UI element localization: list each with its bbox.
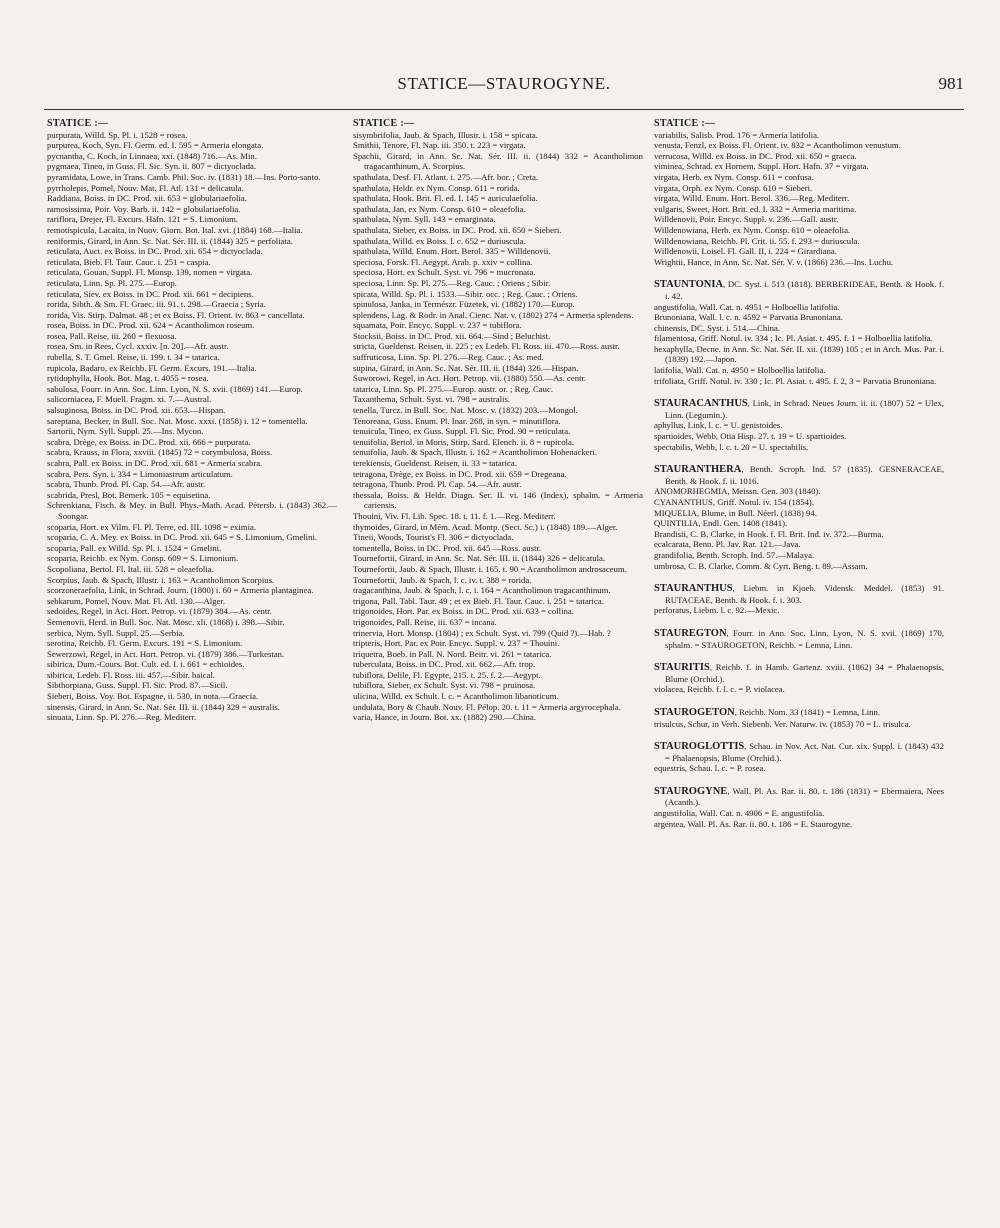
index-entry: scoparia, C. A. Mey. ex Boiss. in DC. Prod. xii. 645 = S. Limonium, Gmelini. (47, 532, 318, 543)
genus-name: STAURANTHUS (654, 583, 733, 595)
index-entry: stricta, Gueldenst. Reisen, ii. 225 ; ex Ledeb. Fl. Ross. iii. 470.—Ross. austr. (353, 341, 620, 352)
index-entry: reticulata, Gouan, Suppl. Fl. Monsp. 139, nomen = virgata. (47, 267, 253, 278)
index-entry: Spachii, Girard, in Ann. Sc. Nat. Sér. III. ii. (1844) 332 = Acantholimon tragacanthinum, A. Scorpius. (353, 150, 643, 172)
index-entry: rorida, Vis. Stirp. Dalmat. 48 ; et ex Boiss. Fl. Orient. iv. 863 = cancellata. (47, 309, 305, 320)
index-entry: Scopoliana, Bertol. Fl. Ital. iii. 528 = oleaefolia. (47, 563, 214, 574)
index-entry: perforatus, Liebm. l. c. 92.—Mexic. (654, 605, 780, 616)
index-entry: Stocksii, Boiss. in DC. Prod. xii. 664.—Sind ; Beluchist. (353, 330, 551, 341)
index-entry: pycnantha, C. Koch, in Linnaea, xxi. (1848) 716.—As. Min. (47, 150, 257, 161)
index-entry: tripteris, Hort. Par. ex Poir. Encyc. Suppl. v. 237 = Thouini. (353, 638, 560, 649)
genus-name: STAUROGYNE (654, 785, 728, 797)
index-entry: verrucosa, Willd. ex Boiss. in DC. Prod. xii. 650 = graeca. (654, 150, 857, 161)
index-entry: angustifolia, Wall. Cat. n. 4951 = Holboellia latifolia. (654, 301, 840, 312)
index-entry: rosea, Boiss. in DC. Prod. xii. 624 = Acantholimon roseum. (47, 320, 255, 331)
index-entry: pygmaea, Tineo, in Guss. Fl. Sic. Syn. ii. 807 = dictyoclada. (47, 161, 257, 172)
genus-block (654, 398, 944, 452)
genus-citation: , Schau. in Nov. Act. Nat. Cur. xix. Suppl. i. (1843) 432 = Phalaenopsis, Blume (Orchid.). (665, 741, 944, 763)
index-entry: chinensis, DC. Syst. i. 514.—China. (654, 322, 780, 333)
index-entry: Sieberi, Boiss. Voy. Bot. Espagne, ii. 530, in nota.—Graecia. (47, 691, 259, 702)
index-entry: suffruticosa, Linn. Sp. Pl. 276.—Reg. Cauc. ; As. med. (353, 352, 544, 363)
index-entry: venusta, Fenzl, ex Boiss. Fl. Orient. iv. 832 = Acantholimon venustum. (654, 140, 901, 151)
index-entry: supina, Girard, in Ann. Sc. Nat. Sér. III. ii. (1844) 326.—Hispan. (353, 362, 579, 373)
index-entry: Smithii, Tenore, Fl. Nap. iii. 350. t. 223 = virgata. (353, 140, 526, 151)
index-entry: purpurea, Koch, Syn. Fl. Germ. ed. I. 595 = Armeria elongata. (47, 140, 264, 151)
index-entry: reticulata, Auct. ex Boiss. in DC. Prod. xii. 654 = dictyoclada. (47, 246, 263, 257)
index-entry: trisulcus, Schur, in Verh. Siebenb. Ver. Naturw. iv. (1853) 70 = L. trisulca. (654, 718, 911, 729)
index-entry: Willdenovii, Poir. Encyc. Suppl. v. 236.—Gall. austr. (654, 214, 839, 225)
index-entry: thessala, Boiss. & Heldr. Diagn. Ser. II. vi. 146 (Index), sphalm. = Armeria cariensis. (353, 489, 643, 511)
genus-name: STAUROGLOTTIS (654, 741, 745, 753)
page-header (44, 74, 964, 98)
index-entry: CYANANTHUS, Griff. Notul. iv. 154 (1854). (654, 497, 814, 507)
index-entry: spathulata, Heldr. ex Nym. Consp. 611 = rorida. (353, 182, 520, 193)
index-entry: ecalcarata, Benn. Pl. Jav. Rar. 121.—Java. (654, 539, 801, 550)
genus-block (654, 628, 944, 650)
index-entry: spathulata, Jan, ex Nym. Consp. 610 = oleaefolia. (353, 203, 526, 214)
index-entry: purpurata, Willd. Sp. Pl. i. 1528 = rosea. (47, 129, 188, 140)
index-entry: sinuata, Linn. Sp. Pl. 276.—Reg. Mediterr. (47, 712, 197, 723)
index-entry: Willdenowiana, Herb. ex Nym. Consp. 610 = oleaefolia. (654, 224, 851, 235)
index-entry: varia, Hance, in Journ. Bot. xx. (1882) 290.—China. (353, 712, 536, 723)
index-entry: filamentosa, Griff. Notul. iv. 334 ; Ic. Pl. Asiat. t. 495. f. 1 = Holboellia latifolia. (654, 333, 933, 344)
index-entry: rytidophylla, Hook. Bot. Mag. t. 4055 = rosea. (47, 373, 209, 384)
genus-heading (654, 583, 944, 605)
index-entry: hexaphylla, Decne. in Ann. Sc. Nat. Sér. II. xii. (1839) 105 ; et in Arch. Mus. Par. i. (1839) 192.—Japon. (654, 343, 944, 365)
index-entry: sinensis, Girard, in Ann. Sc. Nat. Sér. III. ii. (1844) 329 = australis. (47, 701, 280, 712)
index-entry: Taxanthema, Schult. Syst. vi. 798 = australis. (353, 394, 511, 405)
index-entry: Tineii, Woods, Tourist's Fl. 306 = dictyoclada. (353, 532, 514, 543)
index-entry: tenuicula, Tineo, ex Guss. Suppl. Fl. Sic. Prod. 90 = reticulata. (353, 426, 571, 437)
page-number: 981 (938, 74, 964, 93)
index-entry: spinulosa, Janka, in Természr. Füzetek, vi. (1882) 170.—Europ. (353, 299, 575, 310)
index-entry: ulicina, Willd. ex Schult. l. c. = Acantholimon libanoticum. (353, 691, 559, 702)
index-entry: scabrida, Presl, Bot. Bemerk. 105 = equisetina. (47, 489, 211, 500)
index-entry: grandifolia, Benth. Scroph. Ind. 57.—Malaya. (654, 549, 815, 560)
index-entry: rubella, S. T. Gmel. Reise, ii. 199. t. 34 = tatarica. (47, 352, 220, 363)
index-entry: reniformis, Girard, in Ann. Sc. Nat. Sér. III. ii. (1844) 325 = perfoliata. (47, 235, 293, 246)
index-entry: trinervia, Hort. Monsp. (1804) ; ex Schult. Syst. vi. 799 (Quid ?).—Hab. ? (353, 627, 611, 638)
index-entry: tatarica, Linn. Sp. Pl. 275.—Europ. austr. or. ; Reg. Cauc. (353, 383, 554, 394)
genus-name: STAURANTHERA (654, 464, 742, 476)
index-entry: trigonoides, Pall. Reise, iii. 637 = incana. (353, 616, 497, 627)
index-entry: scoparia, Pall. ex Willd. Sp. Pl. i. 1524 = Gmelini. (47, 542, 222, 553)
index-entry: trifoliata, Griff. Notul. iv. 330 ; Ic. Pl. Asiat. t. 495. f. 2, 3 = Parvatia Brunoniana. (654, 375, 937, 386)
index-entry: Scorpius, Jaub. & Spach, Illustr. i. 163 = Acantholimon Scorpius. (47, 574, 275, 585)
index-entry: trigonoides, Hort. Par. ex Boiss. in DC. Prod. xii. 633 = collina. (353, 606, 574, 617)
genus-citation: , Reichb. f. in Hamb. Gartenz. xviii. (1862) 34 = Phalaenopsis, Blume (Orchid.). (665, 662, 944, 684)
entry-list (353, 130, 643, 723)
index-entry: Tournefortii, Jaub. & Spach, Illustr. i. 165. t. 90 = Acantholimon androsaceum. (353, 563, 627, 574)
index-entry: tenuifolia, Bertol. in Moris, Stirp. Sard. Elench. ii. 8 = rupicola. (353, 436, 575, 447)
index-entry: Tournefortii, Girard, in Ann. Sc. Nat. Sér. III. ii. (1844) 326 = delicatula. (353, 553, 606, 564)
genus-heading (654, 628, 944, 650)
genus-block (654, 662, 944, 695)
index-entry: Sibthorpiana, Guss. Suppl. Fl. Sic. Prod. 87.—Sicil. (47, 680, 228, 691)
index-entry: triquetra, Boeb. in Pall. N. Nord. Beitr. vi. 261 = tatarica. (353, 648, 552, 659)
index-entry: remotispicula, Lacaita, in Nuov. Giorn. Bot. Ital. xvi. (1884) 168.—Italia. (47, 224, 303, 235)
index-entry: tubiflora, Delile, Fl. Egypte, 215. t. 25. f. 2.—Aegypt. (353, 669, 541, 680)
index-entry: spathulata, Sieber, ex Boiss. in DC. Prod. xii. 650 = Sieberi. (353, 224, 562, 235)
column-heading: STATICE :— (47, 119, 109, 129)
index-entry: scabra, Thunb. Prod. Pl. Cap. 54.—Afr. austr. (47, 479, 206, 490)
index-entry: variabilis, Salisb. Prod. 176 = Armeria latifolia. (654, 129, 820, 140)
running-title: STATICE—STAUROGYNE. (397, 74, 611, 93)
index-entry: Tenoreana, Guss. Enum. Pl. Inar. 268, in syn. = minutiflora. (353, 415, 561, 426)
index-entry: Semenovii, Herd. in Bull. Soc. Nat. Mosc. xli. (1868) i. 398.—Sibir. (47, 616, 285, 627)
column-heading: STATICE :— (654, 119, 716, 129)
genus-citation: , Wall. Pl. As. Rar. ii. 80. t. 186 (1831) = Ebermaiera, Nees (Acanth.). (665, 785, 944, 808)
index-entry: sedoides, Regel, in Act. Hort. Petrop. vi. (1879) 384.—As. centr. (47, 606, 272, 617)
genus-block (654, 741, 944, 774)
index-entry: Raddiana, Boiss. in DC. Prod. xii. 653 = globulariaefolia. (47, 193, 247, 204)
index-entry: violacea, Reichb. f. l. c. = P. violacea. (654, 684, 785, 695)
index-entry: sisymbrifolia, Jaub. & Spach, Illustr. i. 158 = spicata. (353, 129, 538, 140)
index-entry: Wrightii, Hance, in Ann. Sc. Nat. Sér. V. v. (1866) 236.—Ins. Luchu. (654, 256, 894, 267)
index-entry: scoparia, Reichb. ex Nym. Consp. 609 = S. Limonium. (47, 553, 239, 564)
index-entry: scoparia, Hort. ex Vilm. Fl. Pl. Terre, ed. III. 1098 = eximia. (47, 521, 257, 532)
index-entry: rariflora, Drejer, Fl. Excurs. Hafn. 121 = S. Limonium. (47, 214, 239, 225)
index-entry: serotina, Reichb. Fl. Germ. Excurs. 191 = S. Limonium. (47, 638, 243, 649)
index-entry: terekiensis, Gueldenst. Reisen, ii. 33 = tatarica. (353, 458, 517, 468)
index-entry: spathulata, Desf. Fl. Atlant. i. 275.—Afr. bor. ; Creta. (353, 171, 539, 182)
entry-list (47, 130, 337, 723)
index-entry: Willdenowii, Loisel. Fl. Gall. II, i. 224 = Girardiana. (654, 246, 837, 257)
index-entry: angustifolia, Wall. Cat. n. 4906 = E. angustifolia. (654, 808, 825, 819)
genus-name: STAURITIS (654, 662, 710, 674)
genus-block (654, 464, 944, 571)
genus-name: STAUREGTON (654, 627, 727, 639)
index-entry: speciosa, Forsk. Fl. Aegypt. Arab. p. xxiv = collina. (353, 256, 533, 267)
index-entry: sabulosa, Fourr. in Ann. Soc. Linn. Lyon, N. S. xvii. (1869) 141.—Europ. (47, 383, 303, 394)
column-2 (353, 119, 643, 1169)
index-entry: pyramidata, Lowe, in Trans. Camb. Phil. Soc. iv. (1831) 18.—Ins. Porto-santo. (47, 171, 321, 182)
index-entry: spathulata, Hook. Brit. Fl. ed. I. 145 = auriculaefolia. (353, 193, 538, 204)
index-entry: spectabilis, Webb, l. c. t. 20 = U. spectabilis. (654, 441, 809, 452)
entry-list (654, 130, 944, 268)
genus-heading (654, 279, 944, 301)
index-entry: spathulata, Willd. ex Boiss. l. c. 652 = duriuscula. (353, 235, 526, 246)
index-entry: scabra, Pall. ex Boiss. in DC. Prod. xii. 681 = Armeria scabra. (47, 458, 263, 468)
index-entry: Schrenkiana, Fisch. & Mey. in Bull. Phys.-Math. Acad. Pétersb. i. (1843) 362.—Soongar. (47, 500, 337, 521)
genus-citation: , Fourr. in Ann. Soc. Linn. Lyon, N. S. xvii. (1869) 170, sphalm. = STAUROGETON, Reichb. = Lemna, Linn. (665, 627, 944, 650)
index-entry: sareptana, Becker, in Bull. Soc. Nat. Mosc. xxxi. (1858) i. 12 = tomentella. (47, 415, 308, 426)
index-entry: Tournefortii, Jaub. & Spach, l. c. iv. t. 388 = rorida. (353, 574, 532, 585)
column-1 (47, 119, 337, 1169)
index-entry: pyrrholepis, Pomel, Nouv. Mat. Fl. Atl. 131 = delicatula. (47, 182, 244, 193)
header-rule (44, 109, 964, 110)
index-entry: tetragona, Drège, ex Boiss. in DC. Prod. xii. 659 = Dregeana. (353, 468, 567, 479)
index-entry: reticulata, Siev. ex Boiss. in DC. Prod. xii. 661 = decipiens. (47, 288, 254, 299)
genus-heading (654, 741, 944, 763)
index-entry: sibirica, Dum.-Cours. Bot. Cult. ed. I. i. 661 = echioides. (47, 659, 245, 670)
genus-citation: , Benth. Scroph. Ind. 57 (1835). GESNERACEAE, Benth. & Hook. f. ii. 1016. (665, 464, 944, 486)
index-entry: undulata, Bory & Chaub. Nouv. Fl. Pélop. 20. t. 11 = Armeria argyrocephala. (353, 701, 621, 712)
index-entry: Brunoniana, Wall. l. c. n. 4592 = Parvatia Brunoniana. (654, 312, 843, 323)
index-entry: Willdenowiana, Reichb. Pl. Crit. ii. 55. f. 293 = duriuscula. (654, 235, 860, 246)
index-entry: viminea, Schrad. ex Hornem. Suppl. Hort. Hafn. 37 = virgata. (654, 161, 869, 172)
index-entry: salicorniacea, F. Muell. Fragm. xi. 7.—Austral. (47, 394, 212, 405)
index-entry: Sartorii, Nym. Syll. Suppl. 25.—Ins. Mycon. (47, 426, 204, 437)
index-entry: speciosa, Hort. ex Schult. Syst. vi. 796 = mucronata. (353, 267, 536, 278)
column-3 (654, 119, 944, 1169)
index-entry: reticulata, Bieb. Fl. Taur. Cauc. i. 251 = caspia. (47, 256, 211, 267)
index-entry: ANOMORHEGMIA, Meissn. Gen. 303 (1840). (654, 486, 821, 497)
index-entry: salsuginosa, Boiss. in DC. Prod. xii. 653.—Hispan. (47, 405, 226, 416)
index-entry: tomentella, Boiss. in DC. Prod. xii. 645 —Ross. austr. (353, 542, 541, 553)
index-entry: scabra, Krauss, in Flora, xxviii. (1845) 72 = corymbulosa, Boiss. (47, 447, 273, 458)
index-entry: aphyllus, Link, l. c. = U. genistoides. (654, 420, 783, 431)
index-entry: trigona, Pall. Tabl. Taur. 49 ; et ex Bieb. Fl. Taur. Cauc. i. 251 = tatarica. (353, 595, 604, 606)
genus-list (654, 279, 944, 829)
index-entry: sibirica, Ledeb. Fl. Ross. iii. 457.—Sibir. baical. (47, 669, 215, 680)
index-entry: spathulata, Nym. Syll. 143 = emarginata. (353, 214, 496, 225)
index-entry: rosea, Sm. in Rees, Cycl. xxxiv. [n. 20].—Afr. austr. (47, 341, 229, 352)
index-entry: Sewerzowi, Regel, in Act. Hort. Petrop. vi. (1879) 386.—Turkestan. (47, 648, 285, 659)
genus-citation: , Liebm. in Kjoeb. Vidensk. Meddel. (1853) 91. RUTACEAE, Benth. & Hook. f. i. 303. (665, 583, 944, 605)
genus-block (654, 707, 944, 729)
genus-citation: , Reichb. Nom. 33 (1841) = Lemna, Linn. (734, 706, 881, 717)
index-entry: virgata, Orph. ex Nym. Consp. 610 = Sieberi. (654, 182, 813, 193)
index-entry: virgata, Herb. ex Nym. Consp. 611 = confusa. (654, 171, 814, 182)
index-entry: rupicola, Badaro, ex Reichb. Fl. Germ. Excurs. 191.—Italia. (47, 362, 257, 373)
index-entry: scabra, Drège, ex Boiss. in DC. Prod. xii. 666 = purpurata. (47, 436, 251, 447)
genus-name: STAURACANTHUS (654, 398, 748, 410)
index-entry: serbica, Nym. Syll. Suppl. 25.—Serbia. (47, 627, 185, 638)
genus-citation: , DC. Syst. i. 513 (1818). BERBERIDEAE, Benth. & Hook. f. i. 42. (665, 279, 944, 301)
genus-heading (654, 786, 944, 808)
index-entry: spartioides, Webb, Otia Hisp. 27. t. 19 = U. spartioides. (654, 431, 847, 442)
index-entry: tenuifolia, Jaub. & Spach, Illustr. i. 162 = Acantholimon Hohenackeri. (353, 447, 597, 458)
genus-block (654, 279, 944, 386)
index-entry: tetragona, Thunb. Prod. Pl. Cap. 54.—Afr. austr. (353, 479, 522, 490)
index-entry: scorzoneraefolia, Link, in Schrad. Journ. (1800) i. 60 = Armeria plantaginea. (47, 585, 314, 596)
index-entry: rorida, Sibth. & Sm. Fl. Graec. iii. 91. t. 298.—Graecia ; Syria. (47, 299, 266, 310)
index-entry: Thouini, Viv. Fl. Lib. Spec. 18. t. 11. f. 1.—Reg. Mediterr. (353, 510, 556, 521)
genus-block (654, 583, 944, 616)
index-entry: Suworowi, Regel, in Act. Hort. Petrop. vii. (1880) 550.—As. centr. (353, 373, 587, 384)
index-entry: umbrosa, C. B. Clarke, Comm. & Cyrt. Beng. t. 89.—Assam. (654, 560, 868, 571)
index-entry: tuberculata, Boiss. in DC. Prod. xii. 662.—Afr. trop. (353, 659, 536, 670)
index-entry: tragacanthina, Jaub. & Spach, l. c. i. 164 = Acantholimon tragacanthinum. (353, 585, 611, 596)
column-heading: STATICE :— (353, 119, 415, 129)
index-entry: splendens, Lag. & Rodr. in Anal. Cienc. Nat. v. (1802) 274 = Armeria splendens. (353, 309, 634, 320)
index-entry: rosea, Pall. Reise, iii. 260 = flexuosa. (47, 330, 177, 341)
genus-heading (654, 464, 944, 486)
index-entry: ramosissima, Poir. Voy. Barb. ii. 142 = globulariaefolia. (47, 203, 241, 214)
index-entry: reticulata, Linn. Sp. Pl. 275.—Europ. (47, 277, 177, 288)
index-entry: speciosa, Linn. Sp. Pl. 275.—Reg. Cauc. ; Oriens ; Sibir. (353, 277, 551, 288)
index-entry: thymoides, Girard, in Mém. Acad. Montp. (Sect. Sc.) i. (1848) 189.—Alger. (353, 521, 618, 532)
genus-block (654, 786, 944, 829)
index-entry: MIQUELIA, Blume, in Bull. Néerl. (1838) 94. (654, 507, 817, 518)
genus-heading (654, 707, 944, 719)
index-entry: sebkarum, Pomel, Nouv. Mat. Fl. Atl. 130.—Alger. (47, 595, 226, 606)
index-entry: latifolia, Wall. Cat. n. 4950 = Holboellia latifolia. (654, 365, 826, 376)
index-entry: spathulata, Willd. Enum. Hort. Berol. 335 = Willdenovii. (353, 246, 551, 257)
genus-heading (654, 398, 944, 420)
genus-name: STAUROGETON (654, 706, 735, 718)
index-entry: spicata, Willd. Sp. Pl. i. 1533.—Sibir. occ. ; Reg. Cauc. ; Oriens. (353, 288, 578, 299)
index-entry: squamata, Poir. Encyc. Suppl. v. 237 = tubiflora. (353, 320, 522, 331)
index-entry: scabra, Pers. Syn. i. 334 = Limoniastrum articulatum. (47, 468, 233, 479)
index-entry: vulgaris, Sweet, Hort. Brit. ed. I. 332 = Armeria maritima. (654, 203, 857, 214)
genus-name: STAUNTONIA (654, 279, 724, 291)
index-entry: equestris, Schau. l. c. = P. rosea. (654, 763, 766, 774)
index-entry: Brandisii, C. B. Clarke, in Hook. f. Fl. Brit. Ind. iv. 372.—Burma. (654, 528, 884, 539)
index-entry: virgata, Willd. Enum. Hort. Berol. 336.—Reg. Mediterr. (654, 193, 850, 204)
index-entry: tenella, Turcz. in Bull. Soc. Nat. Mosc. v. (1832) 203.—Mongol. (353, 405, 578, 416)
index-entry: tubiflora, Sieber, ex Schult. Syst. vi. 798 = pruinosa. (353, 680, 536, 691)
genus-citation: , Link, in Schrad. Neues Journ. ii. ii. (1807) 52 = Ulex, Linn. (Legumin.). (665, 398, 944, 420)
index-entry: QUINTILIA, Endl. Gen. 1408 (1841). (654, 518, 788, 529)
genus-heading (654, 662, 944, 684)
index-entry: argentea, Wall. Pl. As. Rar. ii. 80. t. 186 = E. Staurogyne. (654, 818, 853, 829)
